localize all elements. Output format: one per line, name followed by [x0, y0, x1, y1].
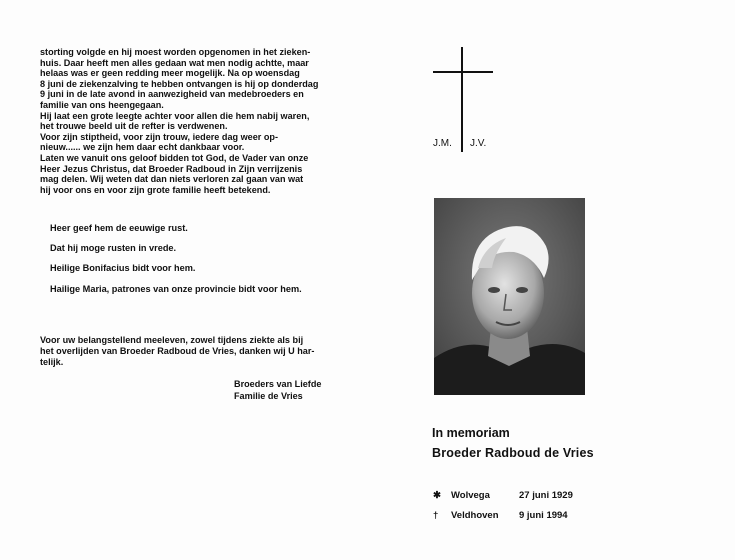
memorial-text [40, 47, 332, 195]
text-line: storting volgde en hij moest worden opgenomen in het zieken- [40, 47, 311, 57]
portrait-photo [434, 198, 585, 395]
main-paragraph [40, 47, 332, 195]
text-line: helaas was er geen redding meer mogelijk. Na op woensdag [40, 68, 300, 79]
initials-right: J.V. [470, 138, 487, 149]
deceased-name: Broeder Radboud de Vries [432, 446, 594, 460]
text-line: Voor zijn stiptheid, voor zijn trouw, iedere dag weer op- [40, 131, 278, 142]
cross-horizontal-bar [433, 71, 493, 73]
signature-line: Familie de Vries [234, 390, 303, 401]
death-line [433, 510, 568, 521]
thanks-paragraph [40, 335, 332, 367]
birth-line [433, 490, 573, 501]
prayer-line: Heer geef hem de eeuwige rust. [50, 223, 188, 233]
text-line: 8 juni de ziekenzalving te hebben ontvangen is hij op donderdag [40, 78, 319, 89]
text-line: Hij laat een grote leegte achter voor allen die hem nabij waren, [40, 110, 310, 121]
prayer-line: Dat hij moge rusten in vrede. [50, 243, 177, 254]
text-line: huis. Daar heeft men alles gedaan wat men nodig achtte, maar [40, 57, 309, 68]
signature-line: Broeders van Liefde [234, 379, 322, 389]
prayer-line: Heilige Bonifacius bidt voor hem. [50, 263, 196, 274]
death-date: 9 juni 1994 [519, 510, 568, 521]
birth-place: Wolvega [451, 490, 490, 501]
cross-vertical-bar [461, 47, 463, 152]
text-line: Heer Jezus Christus, dat Broeder Radboud in Zijn verrijzenis [40, 163, 303, 174]
text-line: het overlijden van Broeder Radboud de Vries, danken wij U har- [40, 345, 315, 356]
text-line: 9 juni in de late avond in aanwezigheid van medebroeders en [40, 89, 304, 100]
death-cross-icon: † [433, 510, 439, 521]
latin-cross-icon [433, 47, 493, 152]
prayer-list [50, 223, 350, 304]
in-memoriam-heading: In memoriam [432, 426, 510, 440]
birth-star-icon: ✱ [433, 490, 441, 501]
text-line: het trouwe beeld uit de refter is verdwenen. [40, 121, 228, 132]
text-line: nieuw...... we zijn hem daar echt dankbaar voor. [40, 142, 245, 153]
signatures [234, 379, 321, 402]
initials-left: J.M. [433, 138, 452, 149]
text-line: Voor uw belangstellend meeleven, zowel tijdens ziekte als bij [40, 335, 304, 345]
text-line: familie van ons heengegaan. [40, 99, 164, 110]
portrait-image [434, 198, 585, 395]
text-line: Laten we vanuit ons geloof bidden tot God, de Vader van onze [40, 152, 309, 163]
text-line: telijk. [40, 356, 64, 367]
text-line: mag delen. Wij weten dat dan niets verloren zal gaan van wat [40, 174, 304, 185]
death-place: Veldhoven [451, 510, 499, 521]
birth-date: 27 juni 1929 [519, 490, 573, 501]
text-line: hij voor ons en voor zijn grote familie heeft betekend. [40, 184, 271, 195]
prayer-line: Hailige Maria, patrones van onze provincie bidt voor hem. [50, 283, 302, 294]
